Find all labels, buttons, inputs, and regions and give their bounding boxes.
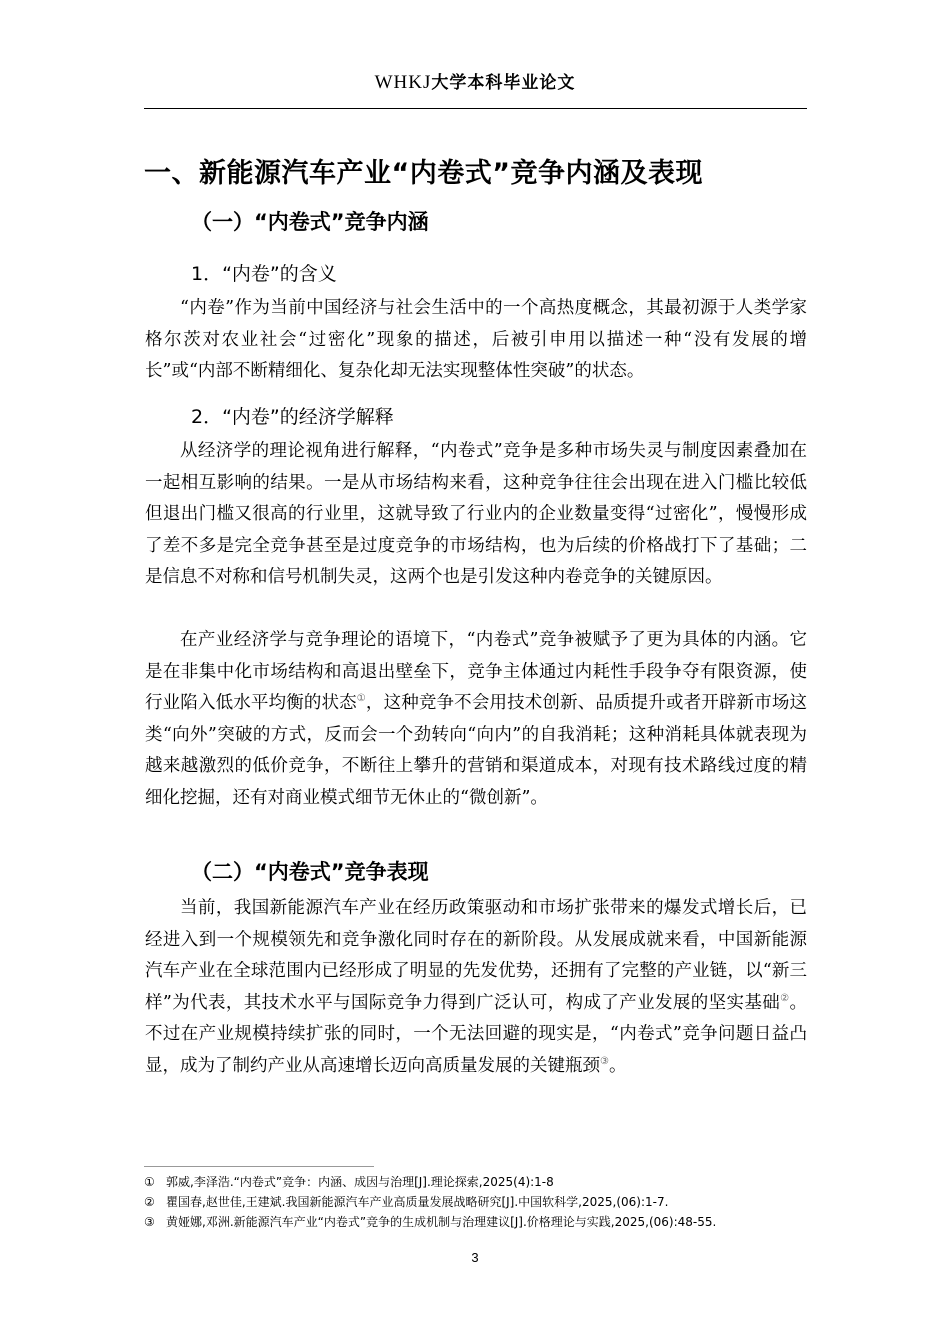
footnote-text: 瞿国春,赵世佳,王建斌.我国新能源汽车产业高质量发展战略研究[J].中国软科学,2025,(06):1-7.: [166, 1195, 669, 1209]
page-number: 3: [471, 1250, 479, 1265]
paragraph-competition-performance: [145, 893, 807, 1082]
header-prefix: WHKJ: [374, 72, 432, 93]
footnote-text: 黄娅娜,邓洲.新能源汽车产业“内卷式”竞争的生成机制与治理建议[J].价格理论与实践,2025,(06):48-55.: [166, 1215, 717, 1229]
footnote-label: ②: [144, 1195, 155, 1209]
footnote-item: [144, 1192, 824, 1212]
paragraph-industrial-context: [145, 625, 807, 814]
footnote-item: [144, 1172, 824, 1192]
item-title-1: 1．“内卷”的含义: [191, 263, 337, 285]
footnote-text: 郭威,李泽浩.“内卷式”竞争：内涵、成因与治理[J].理论探索,2025(4):1-8: [166, 1175, 554, 1189]
subsection-title-1: （一）“内卷式”竞争内涵: [191, 210, 429, 234]
footnote-ref-1: ①: [356, 693, 366, 705]
footnote-ref-2: ②: [780, 992, 790, 1004]
paragraph-text: 当前，我国新能源汽车产业在经历政策驱动和市场扩张带来的爆发式增长后，已经进入到一个规模领先和竞争激化同时存在的新阶段。从发展成就来看，中国新能源汽车产业在全球范围内已经形成了明显的先发优势，还拥有了完整的产业链，以“新三样”为代表，其技术水平与国际竞争力得到广泛认可，构成了产业发展的坚实基础: [145, 898, 807, 1013]
section-title: 一、新能源汽车产业“内卷式”竞争内涵及表现: [144, 158, 703, 189]
paragraph-text: 。: [608, 1055, 627, 1076]
footnote-ref-3: ③: [600, 1055, 609, 1067]
footnotes: [144, 1172, 824, 1232]
paragraph-text: 。不过在产业规模持续扩张的同时，一个无法回避的现实是，“内卷式”竞争问题日益凸显，成为了制约产业从高速增长迈向高质量发展的关键瓶颈: [145, 992, 808, 1076]
page-header: [0, 68, 950, 94]
footnote-item: [144, 1212, 824, 1232]
subsection-title-2: （二）“内卷式”竞争表现: [191, 860, 429, 884]
item-title-2: 2．“内卷”的经济学解释: [191, 406, 394, 428]
footnote-label: ③: [144, 1215, 155, 1229]
footnote-label: ①: [144, 1175, 155, 1189]
header-rule: [144, 108, 807, 109]
header-title: 大学本科毕业论文: [431, 73, 576, 93]
paragraph-text: ，这种竞争不会用技术创新、品质提升或者开辟新市场这类“向外”突破的方式，反而会一个劲转向“向内”的自我消耗；这种消耗具体就表现为越来越激烈的低价竞争，不断往上攀升的营销和渠道成本，对现有技术路线过度的精细化挖掘，还有对商业模式细节无休止的“微创新”。: [145, 693, 808, 808]
paragraph-economic-explanation: 从经济学的理论视角进行解释，“内卷式”竞争是多种市场失灵与制度因素叠加在一起相互影响的结果。一是从市场结构来看，这种竞争往往会出现在进入门槛比较低但退出门槛又很高的行业里，这就导致了行业内的企业数量变得“过密化”，慢慢形成了差不多是完全竞争甚至是过度竞争的市场结构，也为后续的价格战打下了基础；二是信息不对称和信号机制失灵，这两个也是引发这种内卷竞争的关键原因。: [145, 441, 807, 587]
paragraph-text: 在产业经济学与竞争理论的语境下，“内卷式”竞争被赋予了更为具体的内涵。它是在非集中化市场结构和高退出壁垒下，竞争主体通过内耗性手段争夺有限资源，使行业陷入低水平均衡的状态: [145, 630, 807, 713]
footnote-rule: [144, 1166, 374, 1167]
paragraph-neijuan-meaning: “内卷”作为当前中国经济与社会生活中的一个高热度概念，其最初源于人类学家格尔茨对农业社会“过密化”现象的描述，后被引申用以描述一种“没有发展的增长”或“内部不断精细化、复杂化却无法实现整体性突破”的状态。: [145, 298, 807, 381]
